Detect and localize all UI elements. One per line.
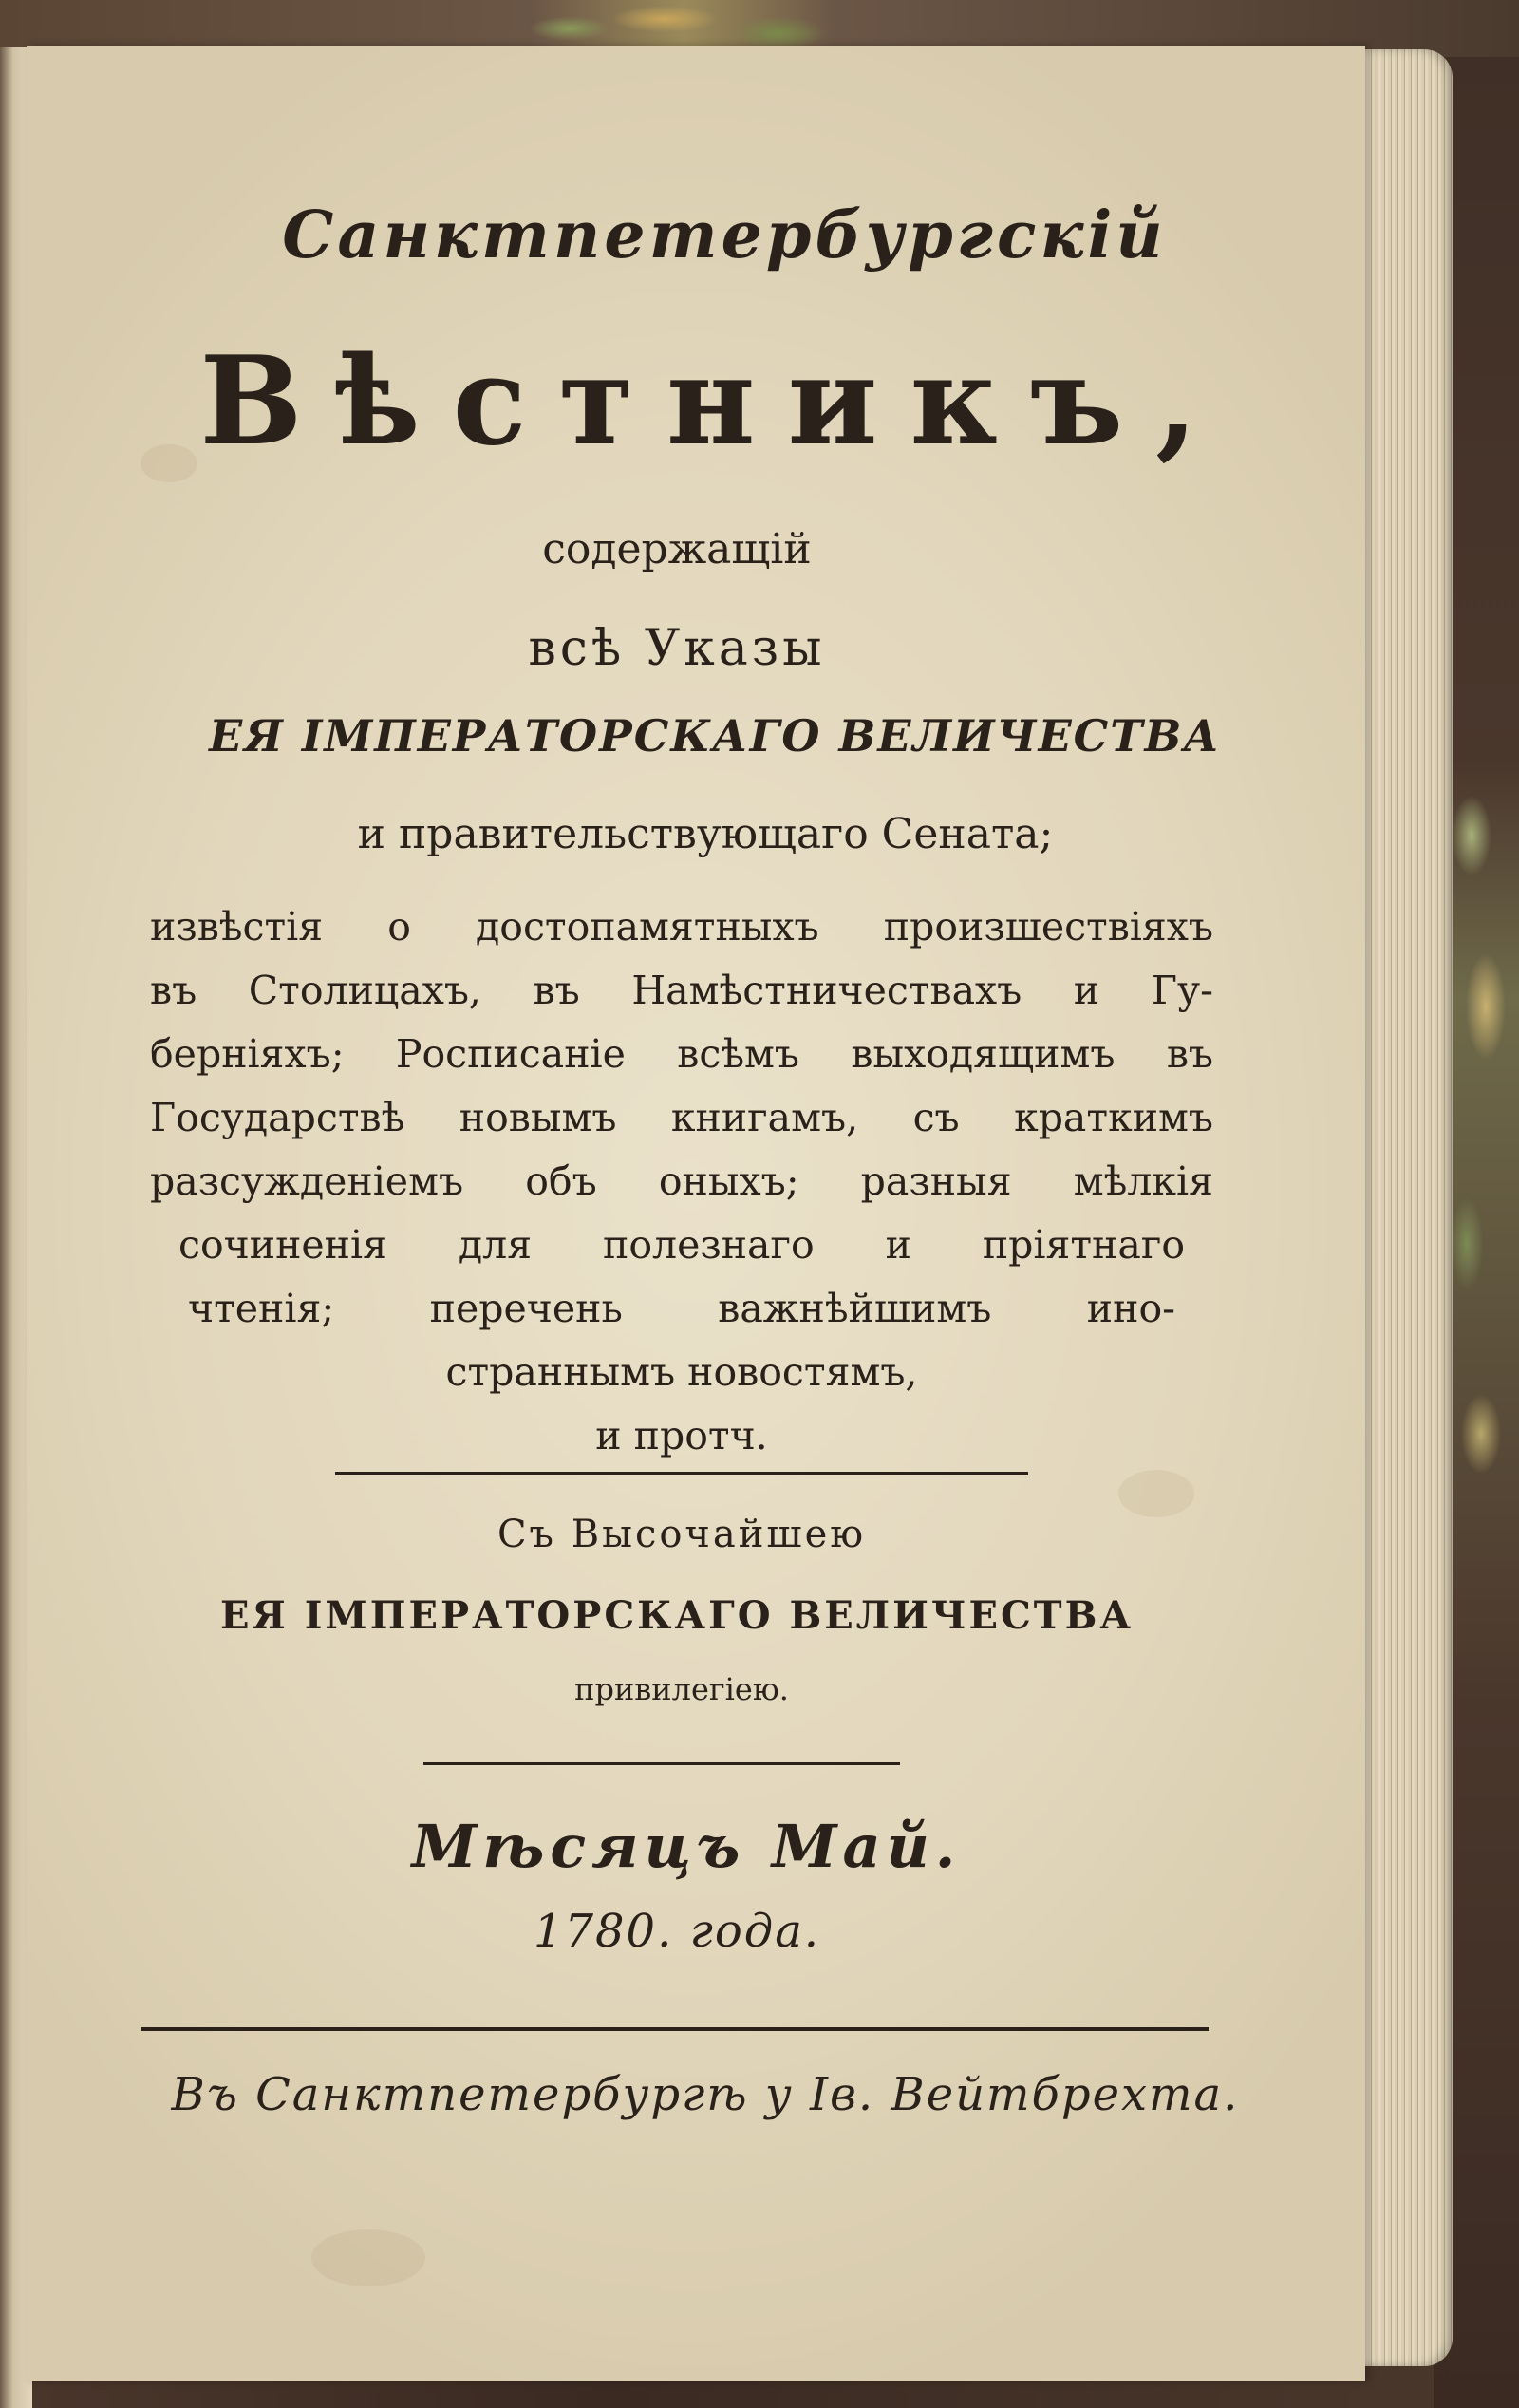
- description-line: Государствѣ новымъ книгамъ, съ краткимъ: [150, 1095, 1213, 1140]
- subtitle-line-1: содержащій: [542, 525, 812, 574]
- description-line: разсужденіемъ объ оныхъ; разныя мѣлкія: [150, 1158, 1213, 1204]
- divider-rule: [141, 2027, 1209, 2031]
- page-content: [27, 46, 1365, 2381]
- journal-title-line-1: Санктпетербургскій: [282, 198, 1167, 273]
- divider-rule: [335, 1472, 1028, 1475]
- description-line: извѣстія о достопамятныхъ произшествіяхъ: [150, 904, 1213, 950]
- subtitle-line-4: и правительствующаго Сената;: [357, 810, 1054, 858]
- issue-month: Мѣсяцъ Май.: [411, 1812, 962, 1881]
- subtitle-line-3: ЕЯ ІМПЕРАТОРСКАГО ВЕЛИЧЕСТВА: [209, 710, 1221, 762]
- description-line: страннымъ новостямъ,: [445, 1349, 918, 1395]
- privilege-line-3: привилегіею.: [574, 1671, 789, 1707]
- description-line: чтенія; перечень важнѣйшимъ ино-: [188, 1286, 1175, 1331]
- issue-year: 1780. года.: [533, 1905, 821, 1958]
- journal-title-line-2: Вѣстникъ,: [199, 330, 1230, 473]
- description-line: и протч.: [595, 1413, 768, 1458]
- publisher-imprint: Въ Санктпетербургѣ у Iв. Вейтбрехта.: [171, 2068, 1240, 2121]
- description-line: въ Столицахъ, въ Намѣстничествахъ и Гу-: [150, 968, 1213, 1013]
- contents-description: [150, 895, 1213, 1468]
- privilege-line-1: Съ Высочайшею: [497, 1513, 867, 1556]
- subtitle-line-2: всѣ Указы: [528, 620, 826, 677]
- privilege-line-2: ЕЯ ІМПЕРАТОРСКАГО ВЕЛИЧЕСТВА: [220, 1593, 1134, 1638]
- divider-rule: [423, 1762, 900, 1765]
- description-line: берніяхъ; Росписаніе всѣмъ выходящимъ въ: [150, 1031, 1213, 1077]
- title-page: [27, 46, 1365, 2381]
- description-line: сочиненія для полезнаго и пріятнаго: [178, 1222, 1185, 1268]
